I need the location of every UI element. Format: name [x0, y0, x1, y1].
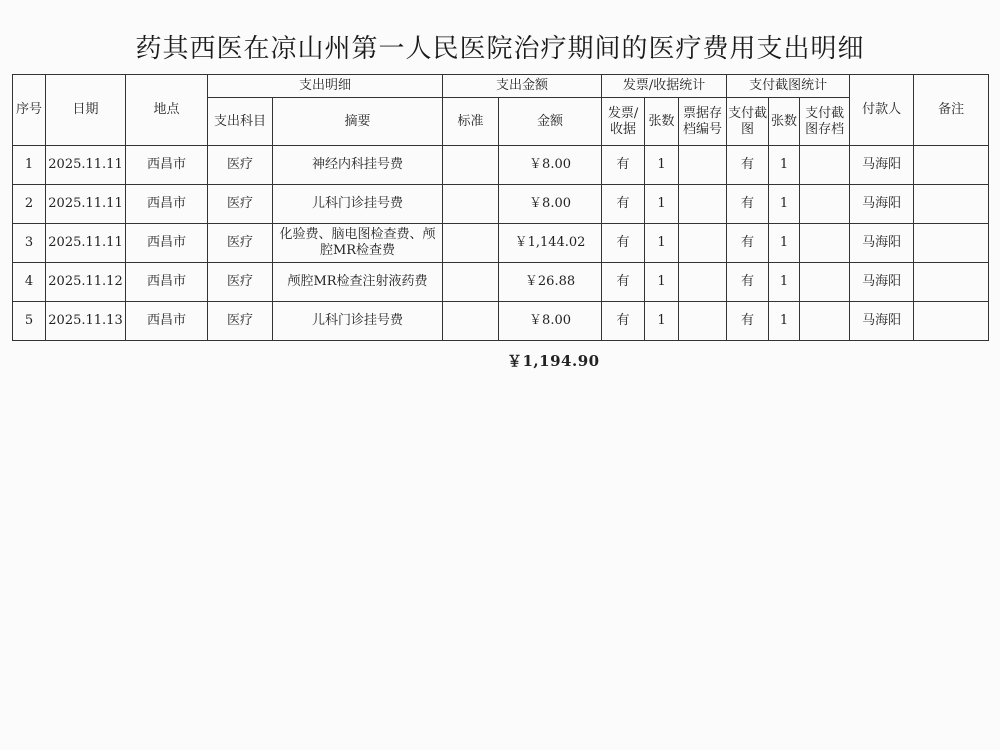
- cell-remarks: [914, 146, 989, 185]
- table-row: [13, 224, 989, 263]
- cell-date: 2025.11.11: [46, 185, 126, 224]
- cell-invoice-archive: [679, 263, 727, 302]
- cell-category: 医疗: [208, 224, 273, 263]
- cell-screenshot: 有: [727, 263, 769, 302]
- cell-category: 医疗: [208, 146, 273, 185]
- cell-screenshot-count: 1: [769, 224, 800, 263]
- cell-screenshot: 有: [727, 224, 769, 263]
- cell-remarks: [914, 185, 989, 224]
- cell-seq: 1: [13, 146, 46, 185]
- cell-invoice: 有: [602, 224, 645, 263]
- cell-amount: ￥8.00: [499, 302, 602, 341]
- header-invoice-archive: 票据存档编号: [679, 98, 727, 146]
- cell-invoice-archive: [679, 302, 727, 341]
- cell-remarks: [914, 224, 989, 263]
- table-row: [13, 185, 989, 224]
- cell-category: 医疗: [208, 302, 273, 341]
- header-screenshot: 支付截图: [727, 98, 769, 146]
- header-seq: 序号: [13, 75, 46, 146]
- cell-category: 医疗: [208, 263, 273, 302]
- header-standard: 标准: [443, 98, 499, 146]
- header-detail-group: 支出明细: [208, 75, 443, 98]
- total-amount: ￥1,194.90: [507, 352, 600, 370]
- cell-payer: 马海阳: [850, 263, 914, 302]
- cell-invoice: 有: [602, 302, 645, 341]
- cell-screenshot-archive: [800, 185, 850, 224]
- cell-seq: 4: [13, 263, 46, 302]
- cell-seq: 3: [13, 224, 46, 263]
- cell-place: 西昌市: [126, 224, 208, 263]
- table-row: [13, 302, 989, 341]
- header-invoice: 发票/收据: [602, 98, 645, 146]
- header-amount: 金额: [499, 98, 602, 146]
- cell-payer: 马海阳: [850, 146, 914, 185]
- cell-screenshot-archive: [800, 263, 850, 302]
- cell-screenshot-count: 1: [769, 146, 800, 185]
- cell-invoice-archive: [679, 146, 727, 185]
- header-place: 地点: [126, 75, 208, 146]
- header-invoice-count: 张数: [645, 98, 679, 146]
- cell-screenshot-count: 1: [769, 263, 800, 302]
- cell-screenshot: 有: [727, 146, 769, 185]
- cell-amount: ￥1,144.02: [499, 224, 602, 263]
- cell-payer: 马海阳: [850, 302, 914, 341]
- cell-invoice-count: 1: [645, 224, 679, 263]
- header-category: 支出科目: [208, 98, 273, 146]
- cell-payer: 马海阳: [850, 224, 914, 263]
- cell-date: 2025.11.12: [46, 263, 126, 302]
- expense-table: [12, 74, 989, 341]
- header-payer: 付款人: [850, 75, 914, 146]
- cell-remarks: [914, 302, 989, 341]
- header-summary: 摘要: [273, 98, 443, 146]
- header-remarks: 备注: [914, 75, 989, 146]
- header-amount-group: 支出金额: [443, 75, 602, 98]
- cell-standard: [443, 263, 499, 302]
- cell-invoice-count: 1: [645, 263, 679, 302]
- page-title: 药其西医在凉山州第一人民医院治疗期间的医疗费用支出明细: [135, 34, 865, 64]
- cell-summary: 神经内科挂号费: [273, 146, 443, 185]
- header-screenshot-archive: 支付截图存档: [800, 98, 850, 146]
- cell-date: 2025.11.11: [46, 146, 126, 185]
- header-date: 日期: [46, 75, 126, 146]
- cell-screenshot-count: 1: [769, 302, 800, 341]
- cell-amount: ￥8.00: [499, 146, 602, 185]
- cell-place: 西昌市: [126, 185, 208, 224]
- cell-invoice-archive: [679, 224, 727, 263]
- cell-category: 医疗: [208, 185, 273, 224]
- cell-screenshot: 有: [727, 302, 769, 341]
- cell-standard: [443, 302, 499, 341]
- cell-invoice: 有: [602, 146, 645, 185]
- cell-screenshot: 有: [727, 185, 769, 224]
- cell-amount: ￥26.88: [499, 263, 602, 302]
- cell-seq: 2: [13, 185, 46, 224]
- cell-standard: [443, 224, 499, 263]
- cell-place: 西昌市: [126, 302, 208, 341]
- cell-screenshot-archive: [800, 146, 850, 185]
- cell-date: 2025.11.11: [46, 224, 126, 263]
- cell-summary: 颅腔MR检查注射液药费: [273, 263, 443, 302]
- header-screenshot-group: 支付截图统计: [727, 75, 850, 98]
- cell-amount: ￥8.00: [499, 185, 602, 224]
- cell-invoice-archive: [679, 185, 727, 224]
- cell-invoice-count: 1: [645, 185, 679, 224]
- cell-summary: 儿科门诊挂号费: [273, 185, 443, 224]
- cell-summary: 儿科门诊挂号费: [273, 302, 443, 341]
- cell-remarks: [914, 263, 989, 302]
- header-screenshot-count: 张数: [769, 98, 800, 146]
- table-row: [13, 146, 989, 185]
- cell-standard: [443, 185, 499, 224]
- cell-screenshot-archive: [800, 302, 850, 341]
- cell-screenshot-count: 1: [769, 185, 800, 224]
- cell-place: 西昌市: [126, 146, 208, 185]
- cell-invoice-count: 1: [645, 146, 679, 185]
- table-row: [13, 263, 989, 302]
- cell-payer: 马海阳: [850, 185, 914, 224]
- cell-invoice-count: 1: [645, 302, 679, 341]
- cell-screenshot-archive: [800, 224, 850, 263]
- cell-seq: 5: [13, 302, 46, 341]
- cell-invoice: 有: [602, 263, 645, 302]
- header-invoice-group: 发票/收据统计: [602, 75, 727, 98]
- cell-standard: [443, 146, 499, 185]
- cell-place: 西昌市: [126, 263, 208, 302]
- cell-summary: 化验费、脑电图检查费、颅腔MR检查费: [273, 224, 443, 263]
- cell-invoice: 有: [602, 185, 645, 224]
- cell-date: 2025.11.13: [46, 302, 126, 341]
